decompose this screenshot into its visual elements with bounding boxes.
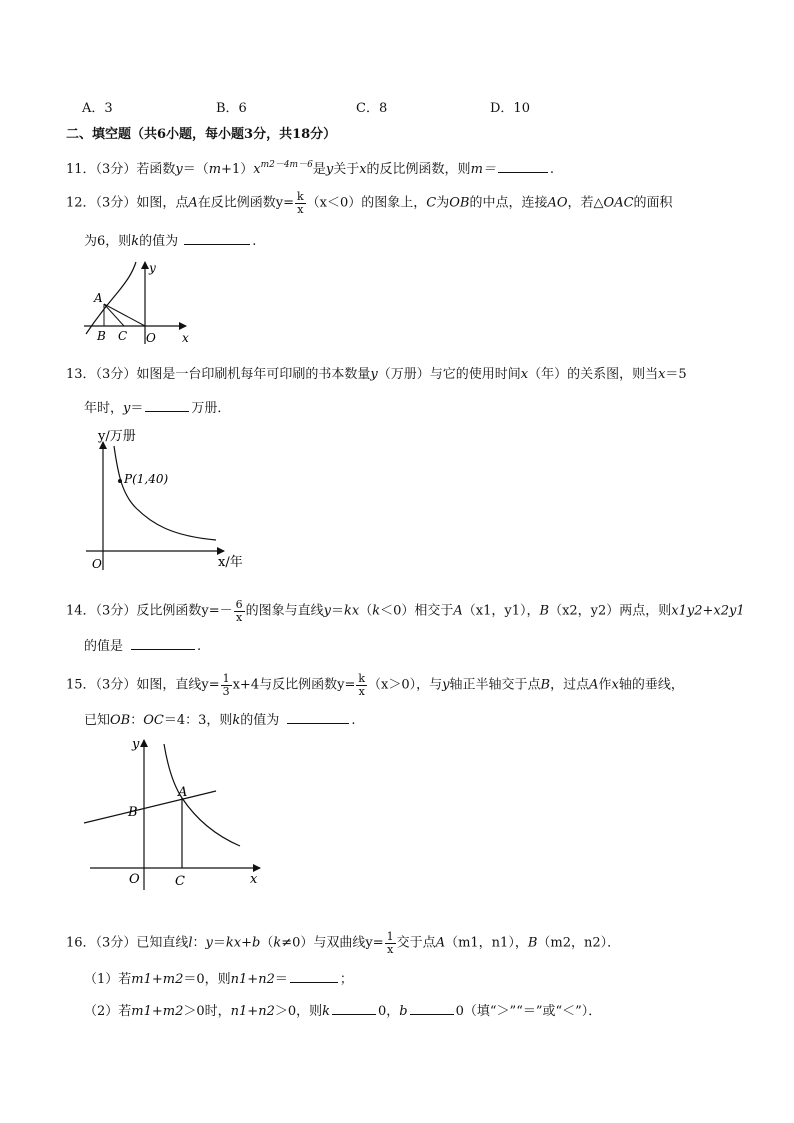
q14-text: ＝ (330, 603, 344, 619)
q11-var: x (253, 162, 261, 177)
q16-var: A (435, 935, 446, 951)
q15-text: 的值为 (240, 713, 280, 728)
q16-text: ＝0，则 (183, 972, 231, 987)
q15-number: 15． (66, 677, 96, 693)
q16-text: 已知直线 (136, 935, 189, 951)
q12-figure (78, 256, 198, 348)
label-A: A (178, 785, 188, 800)
q15-fraction (221, 673, 232, 697)
q15-text: ＝4：3，则 (163, 713, 233, 728)
question-14 (66, 599, 745, 623)
q12-var: k (131, 234, 140, 249)
q16-var: n1+n2 (230, 972, 275, 987)
q16-text: ＝ (274, 972, 288, 987)
fraction-denominator: x (387, 942, 394, 956)
q14-text: y=－ (201, 603, 233, 619)
q11-text: +1） (221, 162, 254, 177)
q14-var: y (323, 603, 331, 619)
fraction-denominator: x (297, 202, 304, 216)
q14-text: 的图象与直线 (245, 603, 324, 619)
q12-answer-blank[interactable] (184, 232, 250, 245)
q16-text: （ (260, 935, 274, 951)
q12-var: C (426, 195, 437, 211)
line-l (84, 791, 216, 823)
q16-text: ： (192, 935, 206, 951)
q11-var: m (208, 162, 222, 177)
question-13-line2 (84, 399, 230, 415)
q13-text: 如图是一台印刷机每年可印刷的书本数量 (136, 367, 371, 382)
label-C: C (175, 874, 185, 889)
q16-number: 16． (66, 935, 96, 951)
q14-text: （ (359, 603, 373, 619)
label-y: y (132, 737, 140, 752)
q11-var: m＝ (470, 162, 496, 177)
question-13 (66, 368, 687, 381)
q11-period: . (549, 162, 555, 177)
option-d: D．10 (490, 101, 530, 116)
q12-text: y= (275, 195, 294, 211)
fraction-denominator: 3 (222, 684, 230, 698)
label-O: O (92, 557, 102, 571)
q13-figure (86, 424, 256, 574)
q14-var: A (453, 603, 463, 619)
q12-var: A (188, 195, 198, 211)
fraction-denominator: x (235, 610, 243, 624)
q12-text: （x＜0） (306, 195, 362, 211)
q12-period: . (252, 234, 257, 249)
q16-text: （2）若 (84, 1004, 132, 1019)
q13-var: y (123, 401, 131, 416)
q11-text: 关于 (333, 162, 360, 177)
question-12 (66, 191, 673, 215)
q16-var: b (399, 1004, 408, 1019)
q16-text: ≠0）与双曲线 (281, 935, 366, 951)
q16-text: （m1，n1）， (445, 935, 528, 951)
q16-part2-blank-k[interactable] (332, 1002, 376, 1015)
q15-score: （3分） (95, 677, 137, 693)
label-ylabel: y/万册 (98, 429, 136, 444)
segment-AO (104, 304, 145, 326)
q11-exponent: m2－4m－6 (260, 160, 313, 170)
q16-text: （m2，n2）． (537, 935, 621, 951)
label-x: x (182, 331, 189, 345)
q16-var: l (188, 935, 193, 951)
label-point-P: P(1,40) (124, 472, 169, 486)
q12-text: 如图，点 (136, 195, 189, 211)
q16-text: 交于点 (396, 935, 436, 951)
question-16-part1 (84, 970, 353, 986)
q15-text: 轴正半轴交于点 (449, 677, 541, 693)
q12-fraction (295, 191, 306, 215)
q15-text: 作 (598, 677, 612, 693)
section-title: 二、填空题（共6小题，每小题3分，共18分） (66, 127, 337, 142)
q11-var: y (175, 162, 183, 177)
q13-var: x (658, 367, 666, 382)
q15-figure (80, 734, 270, 892)
q13-text: ＝ (130, 401, 144, 416)
q15-var: y (442, 677, 450, 693)
q13-var: x (520, 367, 529, 382)
q15-answer-blank[interactable] (287, 711, 349, 724)
q15-text: x+4 (232, 677, 260, 693)
q16-text: （1）若 (84, 972, 132, 987)
q14-text: （x1，y1）， (462, 603, 540, 619)
q12-text: 的面积 (633, 195, 673, 211)
q15-text: ，过点 (550, 677, 590, 693)
q11-answer-blank[interactable] (498, 160, 548, 173)
q12-var: AO (547, 195, 568, 211)
label-B: B (128, 805, 138, 820)
q13-text: （年）的关系图，则当 (528, 367, 659, 382)
fraction-numerator: 1 (222, 672, 230, 685)
q14-text: 的值是 (84, 639, 124, 654)
q12-text: 的图象上， (361, 195, 427, 211)
q11-var: y (325, 162, 334, 177)
q15-text: ： (130, 713, 144, 728)
q16-var: B (527, 935, 538, 951)
q14-text: （x2，y2）两点，则 (549, 603, 672, 619)
q12-score: （3分） (95, 195, 137, 211)
q14-text: ＜0）相交于 (380, 603, 454, 619)
label-B: B (97, 329, 106, 343)
q15-text: 如图，直线 (136, 677, 202, 693)
q15-var: OC (143, 713, 164, 728)
q13-answer-blank[interactable] (145, 399, 189, 412)
q12-var: OAC (603, 195, 634, 211)
q15-text: 已知 (84, 713, 111, 728)
label-x: x (250, 872, 258, 887)
q15-text: （x＞0） (368, 677, 417, 693)
q13-score: （3分） (95, 367, 137, 382)
q14-score: （3分） (95, 603, 137, 619)
q12-text: 为 (436, 195, 450, 211)
q15-var: x (611, 677, 619, 693)
option-a: A．3 (82, 101, 113, 116)
q16-text: ＞0时， (183, 1004, 231, 1019)
q12-var: OB (449, 195, 470, 211)
q16-text: ； (339, 972, 353, 987)
question-15-line2 (84, 711, 355, 727)
q11-var: x (359, 162, 367, 177)
q11-text: 是 (312, 162, 326, 177)
q12-text: 在反比例函数 (197, 195, 276, 211)
label-O: O (146, 331, 156, 345)
q13-text: 年时， (84, 401, 124, 416)
q11-text: 若函数 (136, 162, 176, 177)
segment-AC (104, 304, 124, 326)
q16-text: y= (365, 935, 384, 951)
q14-answer-blank[interactable] (131, 637, 195, 650)
q15-var: OB (110, 713, 131, 728)
q15-var: k (232, 713, 241, 728)
q13-text: （万册）与它的使用时间 (377, 367, 521, 382)
q11-score: （3分） (95, 162, 137, 177)
q15-period: . (351, 713, 356, 728)
q15-text: y= (201, 677, 220, 693)
q13-number: 13． (66, 367, 96, 382)
fraction-numerator: k (358, 672, 366, 685)
q14-number: 14． (66, 603, 96, 619)
q11-number: 11． (66, 162, 96, 177)
q16-var: m1+m2 (131, 1004, 184, 1019)
q11-text: ＝（ (182, 162, 209, 177)
q15-var: B (540, 677, 551, 693)
q16-var: n1+n2 (230, 1004, 275, 1019)
option-b: B．6 (216, 101, 247, 116)
q16-part2-blank-b[interactable] (410, 1002, 454, 1015)
fraction-denominator: x (358, 684, 365, 698)
q16-var: m1+m2 (131, 972, 184, 987)
q15-text: 轴的垂线， (618, 677, 684, 693)
q16-text: 0（填“＞”“＝”或“＜”）． (455, 1004, 602, 1019)
label-A: A (94, 291, 103, 305)
q14-var: k (372, 603, 381, 619)
question-16 (66, 931, 620, 955)
q13-text: 万册． (191, 401, 231, 416)
q15-fraction-2 (356, 673, 367, 697)
q12-number: 12． (66, 195, 96, 211)
q11-text: 的反比例函数，则 (366, 162, 471, 177)
q16-fraction (385, 931, 396, 955)
q12-text: 的值为 (139, 234, 179, 249)
q15-text: y= (337, 677, 356, 693)
label-C: C (118, 329, 128, 343)
label-xlabel: x/年 (218, 555, 243, 570)
q16-part1-blank[interactable] (290, 970, 338, 983)
label-O: O (129, 872, 140, 887)
fraction-numerator: k (297, 190, 304, 203)
fraction-numerator: 1 (386, 930, 394, 943)
q14-fraction (234, 599, 245, 623)
q16-text: ＞0，则 (274, 1004, 323, 1019)
q14-expression: x1y2+x2y1 (671, 603, 745, 619)
q16-var: k (273, 935, 282, 951)
q12-text: 的中点，连接 (469, 195, 548, 211)
fraction-numerator: 6 (235, 598, 243, 611)
label-y: y (149, 261, 156, 275)
option-c: C．8 (356, 101, 388, 116)
q16-text: 0， (378, 1004, 400, 1019)
curve (114, 446, 216, 540)
q13-var: y (370, 367, 378, 382)
question-16-part2 (84, 1002, 601, 1018)
q15-text: 与反比例函数 (259, 677, 338, 693)
q16-var: kx+b (225, 935, 261, 951)
q14-var: kx (343, 603, 360, 619)
q13-text: ＝5 (665, 367, 687, 382)
question-12-line2 (84, 232, 256, 248)
question-11 (66, 160, 554, 176)
q12-text: 为6，则 (84, 234, 132, 249)
q16-var: y (205, 935, 213, 951)
q16-var: k (322, 1004, 331, 1019)
q15-var: A (589, 677, 599, 693)
question-14-line2 (84, 637, 201, 653)
q12-text: ，若△ (567, 195, 604, 211)
q14-period: . (197, 639, 202, 654)
q15-text: ，与 (416, 677, 443, 693)
q16-text: ＝ (212, 935, 226, 951)
q14-text: 反比例函数 (136, 603, 202, 619)
q16-score: （3分） (95, 935, 137, 951)
question-15 (66, 673, 684, 697)
point-P (118, 479, 122, 483)
q14-var: B (539, 603, 550, 619)
